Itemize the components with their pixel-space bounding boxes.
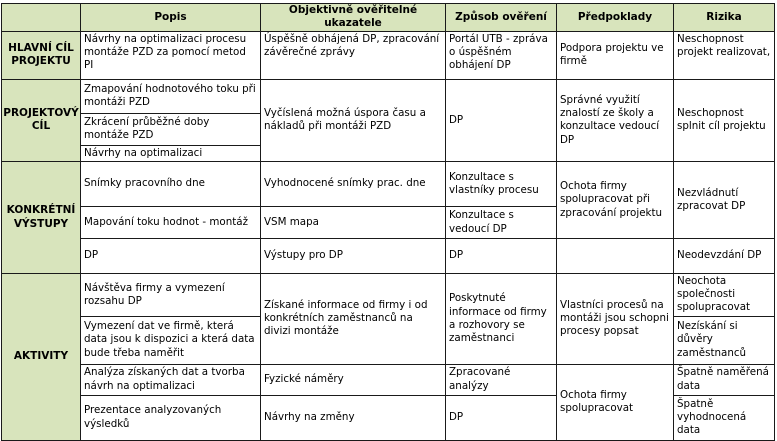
cell-hlavni-ukazatele: Úspěšně obhájená DP, zpracování závěrečné zprávy — [261, 31, 446, 79]
header-rizika: Rizika — [674, 4, 775, 32]
cell-vystupy-ukazatele-2: VSM mapa — [261, 207, 446, 239]
cell-aktivity-popis-2: Vymezení dat ve firmě, která data jsou k dispozici a která data bude třeba naměřit — [81, 316, 261, 364]
cell-vystupy-popis-1: Snímky pracovního dne — [81, 162, 261, 207]
cell-vystupy-rizika-3: Neodevzdání DP — [674, 239, 775, 274]
cell-hlavni-overeni: Portál UTB - zpráva o úspěšném obhájení DP — [446, 31, 557, 79]
cell-aktivity-overeni-4: DP — [446, 395, 557, 440]
cell-hlavni-predpoklady: Podpora projektu ve firmě — [557, 31, 674, 79]
table-row — [2, 364, 775, 395]
header-corner — [2, 4, 81, 32]
row-label-aktivity: AKTIVITY — [2, 274, 81, 441]
cell-projektovy-predpoklady: Správné využití znalostí ze školy a konzultace vedoucí DP — [557, 79, 674, 161]
cell-aktivity-rizika-1: Neochota společnosti spolupracovat — [674, 274, 775, 317]
cell-projektovy-overeni: DP — [446, 79, 557, 161]
header-popis: Popis — [81, 4, 261, 32]
cell-vystupy-overeni-3: DP — [446, 239, 557, 274]
cell-aktivity-popis-4: Prezentace analyzovaných výsledků — [81, 395, 261, 440]
cell-aktivity-ukazatele: Získané informace od firmy i od konkrétních zaměstnanců na divizi montáže — [261, 274, 446, 365]
header-zpusob-overeni: Způsob ověření — [446, 4, 557, 32]
row-label-hlavni-cil: HLAVNÍ CÍL PROJEKTU — [2, 31, 81, 79]
cell-vystupy-ukazatele-3: Výstupy pro DP — [261, 239, 446, 274]
logical-framework-table — [1, 3, 775, 441]
table-row — [2, 274, 775, 317]
table-row — [2, 79, 775, 113]
cell-aktivity-overeni-3: Zpracované analýzy — [446, 364, 557, 395]
cell-projektovy-rizika: Neschopnost splnit cíl projektu — [674, 79, 775, 161]
cell-vystupy-popis-2: Mapování toku hodnot - montáž — [81, 207, 261, 239]
cell-hlavni-rizika: Neschopnost projekt realizovat, — [674, 31, 775, 79]
header-row — [2, 4, 775, 32]
cell-aktivity-ukazatele-3: Fyzické náměry — [261, 364, 446, 395]
cell-aktivity-predpoklady-2: Ochota firmy spolupracovat — [557, 364, 674, 440]
cell-aktivity-overeni: Poskytnuté informace od firmy a rozhovory se zaměstnanci — [446, 274, 557, 365]
table-row — [2, 162, 775, 207]
header-ukazatele: Objektivně ověřitelné ukazatele — [261, 4, 446, 32]
cell-projektovy-popis-3: Návrhy na optimalizaci — [81, 145, 261, 161]
cell-vystupy-predpoklady-3 — [557, 239, 674, 274]
row-label-konkretni-vystupy: KONKRÉTNÍ VÝSTUPY — [2, 162, 81, 274]
cell-aktivity-rizika-4: Špatně vyhodnocená data — [674, 395, 775, 440]
cell-hlavni-popis: Návrhy na optimalizaci procesu montáže PZD za pomocí metod PI — [81, 31, 261, 79]
cell-aktivity-rizika-2: Nezískání si důvěry zaměstnanců — [674, 316, 775, 364]
cell-projektovy-popis-2: Zkrácení průběžné doby montáže PZD — [81, 113, 261, 145]
cell-aktivity-ukazatele-4: Návrhy na změny — [261, 395, 446, 440]
header-predpoklady: Předpoklady — [557, 4, 674, 32]
table-row — [2, 239, 775, 274]
row-label-projektovy-cil: PROJEKTOVÝ CÍL — [2, 79, 81, 161]
cell-aktivity-predpoklady-1: Vlastníci procesů na montáži jsou schopni procesy popsat — [557, 274, 674, 365]
cell-vystupy-popis-3: DP — [81, 239, 261, 274]
cell-projektovy-popis-1: Zmapování hodnotového toku při montáži PZD — [81, 79, 261, 113]
cell-vystupy-predpoklady: Ochota firmy spolupracovat při zpracování projektu — [557, 162, 674, 239]
cell-aktivity-popis-1: Návštěva firmy a vymezení rozsahu DP — [81, 274, 261, 317]
table-row — [2, 31, 775, 79]
cell-projektovy-ukazatele: Vyčíslená možná úspora času a nákladů při montáži PZD — [261, 79, 446, 161]
cell-vystupy-overeni-1: Konzultace s vlastníky procesu — [446, 162, 557, 207]
cell-aktivity-rizika-3: Špatně naměřená data — [674, 364, 775, 395]
cell-vystupy-overeni-2: Konzultace s vedoucí DP — [446, 207, 557, 239]
cell-vystupy-rizika-1: Nezvládnutí zpracovat DP — [674, 162, 775, 239]
cell-aktivity-popis-3: Analýza získaných dat a tvorba návrh na optimalizaci — [81, 364, 261, 395]
cell-vystupy-ukazatele-1: Vyhodnocené snímky prac. dne — [261, 162, 446, 207]
